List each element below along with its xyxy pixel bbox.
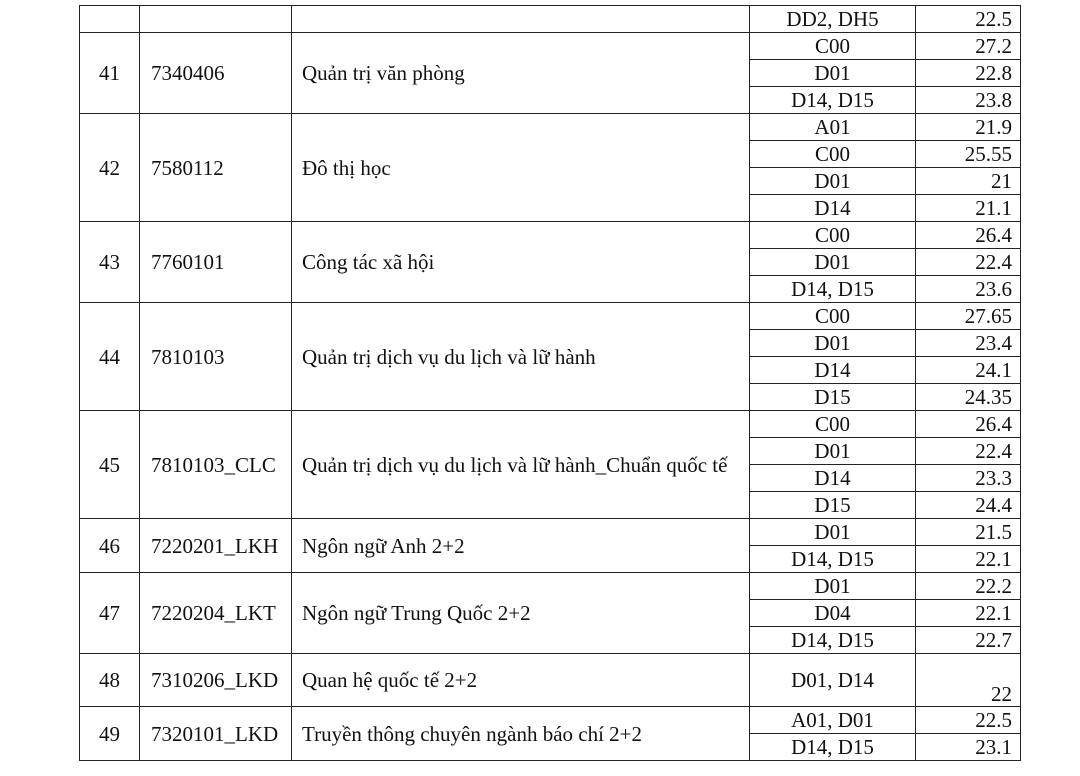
subject-combination: D15 (750, 492, 916, 519)
subject-combination: D01, D14 (750, 654, 916, 707)
table-row (80, 411, 1021, 438)
admission-score: 23.3 (916, 465, 1021, 492)
subject-combination: D14, D15 (750, 546, 916, 573)
admission-score: 21.9 (916, 114, 1021, 141)
subject-combination: D01 (750, 330, 916, 357)
admission-score: 27.65 (916, 303, 1021, 330)
admission-score: 24.35 (916, 384, 1021, 411)
row-number: 49 (80, 707, 140, 761)
subject-combination: C00 (750, 303, 916, 330)
major-code: 7580112 (140, 114, 292, 222)
major-name: Quan hệ quốc tế 2+2 (292, 654, 750, 707)
admission-score: 21.1 (916, 195, 1021, 222)
subject-combination: C00 (750, 141, 916, 168)
admission-score: 23.8 (916, 87, 1021, 114)
major-code: 7810103 (140, 303, 292, 411)
row-number: 44 (80, 303, 140, 411)
admission-score: 23.1 (916, 734, 1021, 761)
admission-score: 25.55 (916, 141, 1021, 168)
admission-score: 24.4 (916, 492, 1021, 519)
admission-score: 22.4 (916, 249, 1021, 276)
subject-combination: D01 (750, 249, 916, 276)
admission-score: 22.8 (916, 60, 1021, 87)
major-code: 7340406 (140, 33, 292, 114)
table-row (80, 33, 1021, 60)
table-row (80, 573, 1021, 600)
major-name: Ngôn ngữ Anh 2+2 (292, 519, 750, 573)
major-name: Quản trị văn phòng (292, 33, 750, 114)
subject-combination: A01 (750, 114, 916, 141)
admission-score: 21 (916, 168, 1021, 195)
major-code: 7220204_LKT (140, 573, 292, 654)
major-name: Quản trị dịch vụ du lịch và lữ hành_Chuẩn quốc tế (292, 411, 750, 519)
table-row (80, 222, 1021, 249)
subject-combination: D14, D15 (750, 276, 916, 303)
table-body (80, 6, 1021, 761)
major-code: 7220201_LKH (140, 519, 292, 573)
row-number: 42 (80, 114, 140, 222)
subject-combination: D01 (750, 438, 916, 465)
admission-score: 26.4 (916, 411, 1021, 438)
admission-score: 26.4 (916, 222, 1021, 249)
subject-combination: C00 (750, 33, 916, 60)
subject-combination: D14 (750, 465, 916, 492)
admission-score: 22.5 (916, 6, 1021, 33)
major-name: Công tác xã hội (292, 222, 750, 303)
major-code: 7310206_LKD (140, 654, 292, 707)
subject-combination: C00 (750, 411, 916, 438)
major-name (292, 6, 750, 33)
major-name: Đô thị học (292, 114, 750, 222)
table-row (80, 114, 1021, 141)
major-code: 7810103_CLC (140, 411, 292, 519)
admission-score: 21.5 (916, 519, 1021, 546)
table-row (80, 707, 1021, 734)
table-row (80, 519, 1021, 546)
subject-combination: DD2, DH5 (750, 6, 916, 33)
subject-combination: D01 (750, 519, 916, 546)
subject-combination: C00 (750, 222, 916, 249)
admission-score: 22.1 (916, 546, 1021, 573)
row-number (80, 6, 140, 33)
major-code: 7760101 (140, 222, 292, 303)
subject-combination: D01 (750, 60, 916, 87)
major-name: Quản trị dịch vụ du lịch và lữ hành (292, 303, 750, 411)
major-code: 7320101_LKD (140, 707, 292, 761)
subject-combination: D14 (750, 357, 916, 384)
major-code (140, 6, 292, 33)
admission-score: 27.2 (916, 33, 1021, 60)
admission-score: 23.6 (916, 276, 1021, 303)
admission-score: 22.1 (916, 600, 1021, 627)
row-number: 43 (80, 222, 140, 303)
admission-score: 22.7 (916, 627, 1021, 654)
subject-combination: D01 (750, 573, 916, 600)
admission-score: 22.2 (916, 573, 1021, 600)
table-row (80, 654, 1021, 707)
subject-combination: D14 (750, 195, 916, 222)
admission-score: 24.1 (916, 357, 1021, 384)
subject-combination: D15 (750, 384, 916, 411)
table-row (80, 303, 1021, 330)
table-row (80, 6, 1021, 33)
subject-combination: D04 (750, 600, 916, 627)
subject-combination: D14, D15 (750, 87, 916, 114)
major-name: Ngôn ngữ Trung Quốc 2+2 (292, 573, 750, 654)
subject-combination: D14, D15 (750, 627, 916, 654)
row-number: 41 (80, 33, 140, 114)
row-number: 48 (80, 654, 140, 707)
subject-combination: D01 (750, 168, 916, 195)
subject-combination: D14, D15 (750, 734, 916, 761)
admission-score: 22.5 (916, 707, 1021, 734)
admission-score: 22.4 (916, 438, 1021, 465)
major-name: Truyền thông chuyên ngành báo chí 2+2 (292, 707, 750, 761)
admission-score-table (79, 5, 1021, 761)
admission-score: 23.4 (916, 330, 1021, 357)
row-number: 46 (80, 519, 140, 573)
subject-combination: A01, D01 (750, 707, 916, 734)
row-number: 45 (80, 411, 140, 519)
row-number: 47 (80, 573, 140, 654)
admission-score: 22 (916, 654, 1021, 707)
